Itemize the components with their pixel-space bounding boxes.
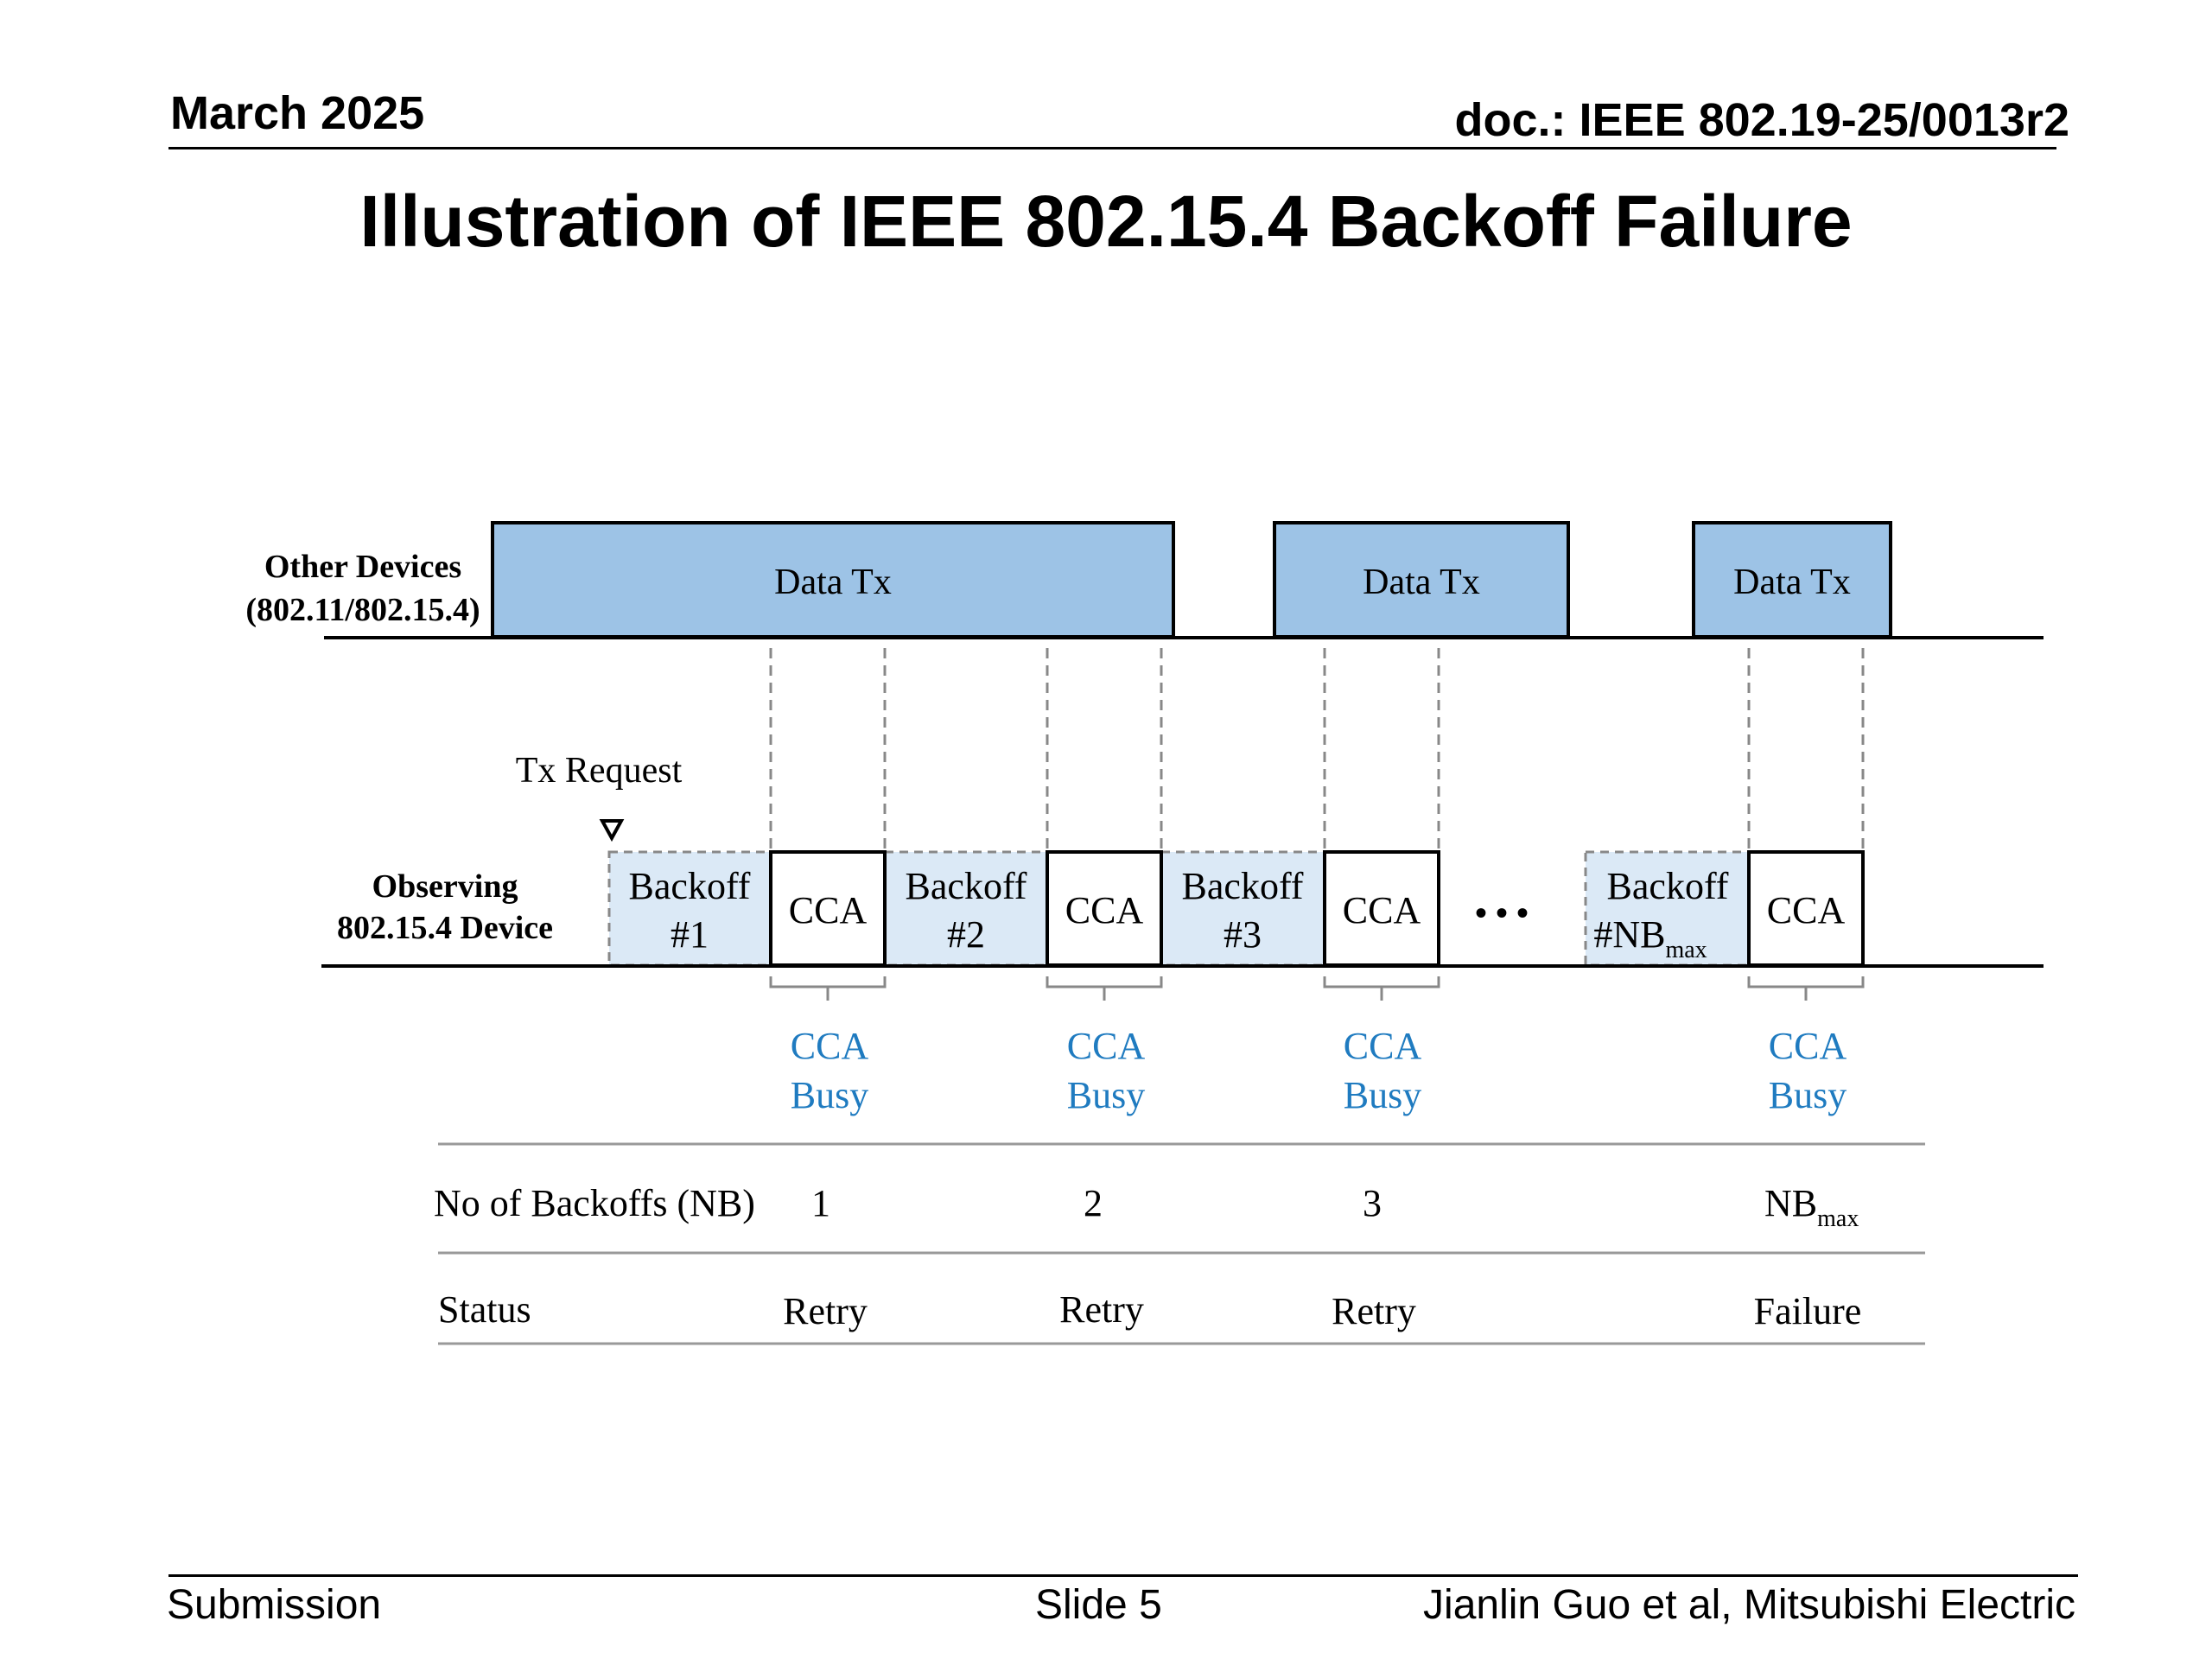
status-row-label: Status — [438, 1288, 531, 1331]
nb-value-3: 3 — [1363, 1182, 1382, 1224]
header-date: March 2025 — [170, 87, 425, 139]
backoff-2-line1: Backoff — [905, 865, 1027, 907]
backoff-4-line2: $\#NB_{max}$ — [1593, 913, 1707, 963]
tx-request-label: Tx Request — [515, 751, 683, 791]
backoff-4-line1: Backoff — [1606, 865, 1729, 907]
nb-row-label: No of Backoffs (NB) — [434, 1182, 755, 1224]
cca-busy-3-line1: CCA — [1343, 1025, 1422, 1067]
backoff-1-line1: Backoff — [628, 865, 751, 907]
cca-label-2: CCA — [1065, 889, 1144, 931]
cca-busy-3-line2: Busy — [1343, 1074, 1422, 1116]
tx-request-marker — [602, 821, 621, 838]
backoff-2-line2: #2 — [947, 913, 985, 956]
footer-rule — [168, 1574, 2078, 1577]
cca-busy-2-line1: CCA — [1066, 1025, 1146, 1067]
footer-submission: Submission — [167, 1582, 382, 1628]
cca-busy-2-line2: Busy — [1066, 1074, 1146, 1116]
backoff-3-line2: #3 — [1224, 913, 1262, 956]
header-doc-id: doc.: IEEE 802.19-25/0013r2 — [1454, 94, 2069, 146]
nb-value-1: 1 — [811, 1182, 830, 1224]
footer-slide-number: Slide 5 — [1035, 1582, 1162, 1628]
cca-busy-1-line2: Busy — [790, 1074, 869, 1116]
backoff-1-line2: #1 — [671, 913, 709, 956]
observing-label-line2: 802.15.4 Device — [336, 910, 554, 946]
status-2: Retry — [1059, 1288, 1144, 1331]
cca-busy-4-line2: Busy — [1768, 1074, 1847, 1116]
other-devices-label-line2: (802.11/802.15.4) — [245, 592, 480, 628]
data-tx-label-2: Data Tx — [1363, 563, 1480, 602]
cca-label-3: CCA — [1342, 889, 1421, 931]
cca-label-1: CCA — [788, 889, 868, 931]
cca-projection-lines — [771, 648, 1863, 851]
status-3: Retry — [1332, 1290, 1416, 1332]
ellipsis: • • • — [1474, 893, 1529, 932]
slide-title: Illustration of IEEE 802.15.4 Backoff Failure — [359, 181, 1853, 262]
other-devices-label-line1: Other Devices — [264, 549, 462, 585]
cca-busy-4-line1: CCA — [1768, 1025, 1847, 1067]
observing-label-line1: Observing — [372, 868, 518, 905]
cca-busy-1-line1: CCA — [790, 1025, 869, 1067]
cca-label-4: CCA — [1766, 889, 1846, 931]
nb-value-2: 2 — [1084, 1182, 1103, 1224]
footer-authors: Jianlin Guo et al, Mitsubishi Electric — [1423, 1582, 2075, 1628]
status-4: Failure — [1753, 1290, 1862, 1332]
nb-value-max: $NB_{max}$ — [1764, 1182, 1859, 1232]
data-tx-label-1: Data Tx — [774, 563, 892, 602]
data-tx-label-3: Data Tx — [1733, 563, 1851, 602]
status-1: Retry — [783, 1290, 868, 1332]
cca-brackets — [771, 976, 1863, 1001]
backoff-3-line1: Backoff — [1181, 865, 1304, 907]
